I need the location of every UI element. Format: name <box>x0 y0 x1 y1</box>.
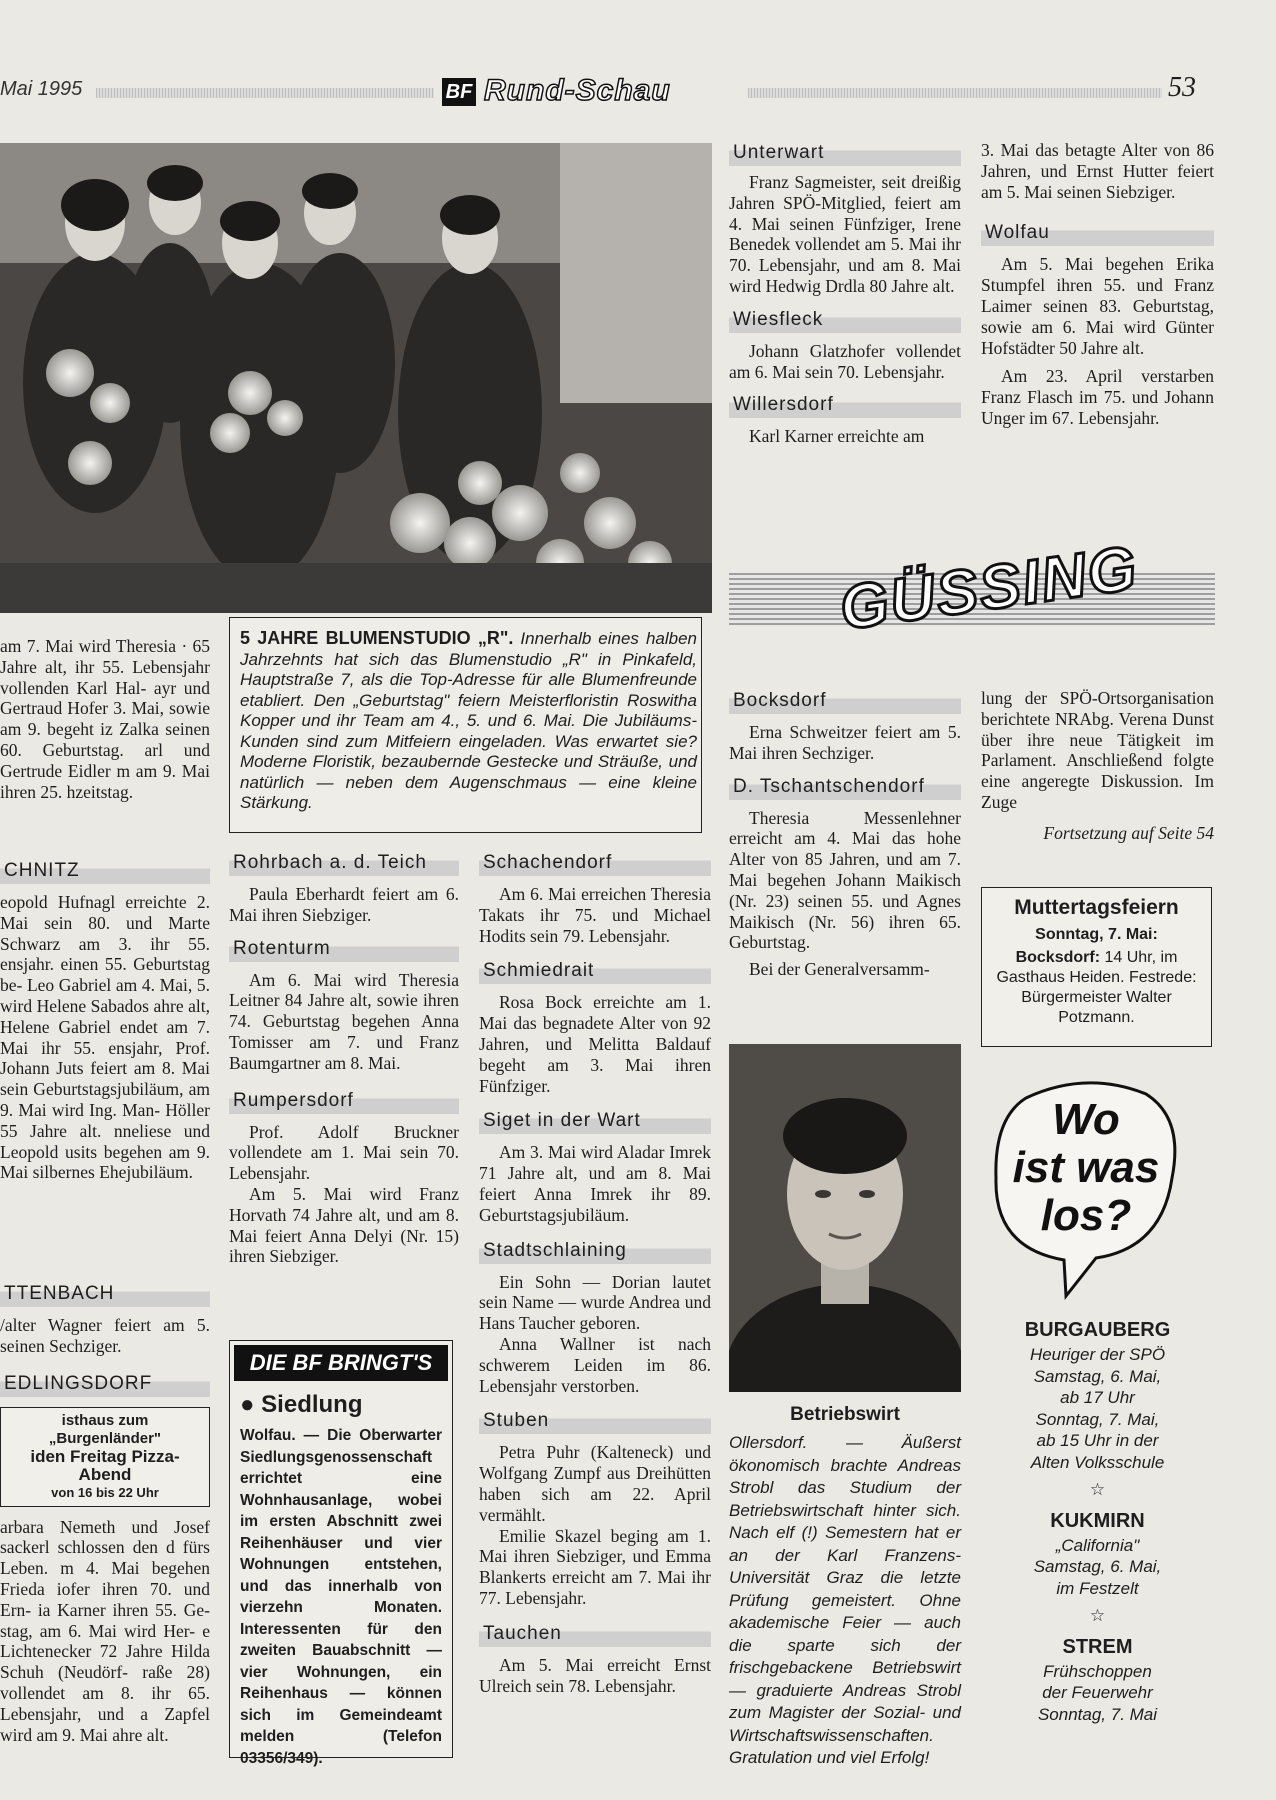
willersdorf-heading: Willersdorf <box>729 392 961 418</box>
header-rule-left <box>96 88 434 98</box>
bringts-heading <box>230 1385 452 1421</box>
stuben-text-1: Petra Puhr (Kalteneck) und Wolfgang Zumpf aus Dreihütten haben sich am 22. April vermählt. <box>479 1442 711 1525</box>
muttertag-text <box>992 948 1201 1028</box>
rohrbach-heading: Rohrbach a. d. Teich <box>229 850 459 876</box>
rumpersdorf-text-1: Prof. Adolf Bruckner vollendete am 1. Mai sein 70. Lebensjahr. <box>229 1121 459 1184</box>
bubble-text <box>986 1096 1186 1240</box>
portrait-caption <box>729 1404 961 1770</box>
rotenturm-text: Am 6. Mai wird Theresia Leitner 84 Jahre alt, sowie ihren 74. Geburtstag begehen Anna Tomisser am 7. und Franz Baumgartner am 8. Mai. <box>229 969 459 1073</box>
header-rule-right <box>748 88 1162 98</box>
stuben-heading: Stuben <box>479 1408 711 1434</box>
caption-text <box>240 628 697 814</box>
guessing-col-5 <box>981 688 1214 844</box>
tschantschendorf-heading: D. Tschantschendorf <box>729 774 961 800</box>
pizza-ad-line-1: isthaus zum „Burgenländer" <box>48 1411 162 1447</box>
bocksdorf-text: Erna Schweitzer feiert am 5. Mai ihren Sechziger. <box>729 722 961 763</box>
event-1-line-4: Sonntag, 7. Mai, <box>1035 1409 1160 1429</box>
event-2-line-2: Samstag, 6. Mai, <box>1033 1557 1162 1576</box>
muttertag-title: Muttertagsfeiern <box>1014 896 1179 919</box>
rotenturm-heading: Rotenturm <box>229 936 459 962</box>
flower-shop-photo <box>0 143 712 613</box>
rohrbach-text: Paula Eberhardt feiert am 6. Mai ihren Siebziger. <box>229 884 459 925</box>
stadtschlaining-text-1: Ein Sohn — Dorian lautet sein Name — wurde Andrea und Hans Taucher geboren. <box>479 1271 711 1334</box>
left-head-4: EDLINGSDORF <box>0 1371 210 1397</box>
rumpersdorf-heading: Rumpersdorf <box>229 1088 459 1114</box>
pizza-ad <box>0 1407 210 1507</box>
wolfau-text-2: Am 23. April verstarben Franz Flasch im 75. und Johann Unger im 67. Lebensjahr. <box>981 366 1214 428</box>
star-icon: ☆ <box>1089 1480 1106 1499</box>
stadtschlaining-text-2: Anna Wallner ist nach schwerem Leiden im 86. Lebensjahr verstorben. <box>479 1333 711 1396</box>
event-1-line-1: Heuriger der SPÖ <box>1029 1345 1166 1364</box>
events-list <box>981 1316 1214 1725</box>
guessing-cont-text: lung der SPÖ-Ortsorganisation berichtete NRAbg. Verena Dunst über ihre neue Tätigkeit im Parlament. Anschließend folgte eine angeregte Diskussion. Im Zuge <box>981 688 1214 812</box>
event-1-line-5: ab 15 Uhr in der <box>1036 1431 1159 1450</box>
col5-text-1: 3. Mai das betagte Alter von 86 Jahren, und Ernst Hutter feiert am 5. Mai seinen Siebziger. <box>981 140 1214 202</box>
pizza-ad-line-3: von 16 bis 22 Uhr <box>51 1484 159 1500</box>
unterwart-heading: Unterwart <box>729 140 961 166</box>
siget-text: Am 3. Mai wird Aladar Imrek 71 Jahre alt, und am 8. Mai feiert Anna Imrek ihr 89. Geburtstagsjubiläum. <box>479 1142 711 1225</box>
left-text-4: arbara Nemeth und Josef sackerl schlossen den d fürs Leben. m 4. Mai begehen Frieda iofer ihren 70. und Ern- ia Karner ihren 55. Ge- stag, am 6. Mai wird Her- e Lichtenecker 72 Jahre Hilda Schuh (Neudörf- raße 28) vollendet am 8. ihr 65. Lebensjahr, und a Zapfel wird am 9. Mai ahre alt. <box>0 1516 210 1745</box>
left-head-2: CHNITZ <box>0 858 210 884</box>
issue-date: Mai 1995 <box>0 78 83 100</box>
left-text-2: eopold Hufnagl erreichte 2. Mai sein 80. und Marte Schwarz am 3. ihr 55. ensjahr. einen 55. Geburtstag be- Leo Gabriel am 4. Mai, 5. wird Helene Sabados ahre alt, Helene Gabriel endet am 7. Mai ihr 55. ensjahr, Prof. Johann Juts feiert am 8. Mai sein Geburtstagsjubiläum, am 9. Mai wird Ing. Man- Höller 55 Jahre alt. nneliese und Leopold usits begehen am 9. Mai silbernes Ehejubiläum. <box>0 892 210 1183</box>
muttertag-body: 14 Uhr, im Gasthaus Heiden. Festrede: Bürgermeister Walter Potzmann. <box>996 949 1197 1026</box>
wiesfleck-heading: Wiesfleck <box>729 307 961 333</box>
willersdorf-text: Karl Karner erreichte am <box>749 426 925 447</box>
column-4-top <box>729 140 961 447</box>
muttertag-date: Sonntag, 7. Mai: <box>1035 926 1158 943</box>
tauchen-heading: Tauchen <box>479 1621 711 1647</box>
portrait-text: Ollersdorf. — Äußerst ökonomisch brachte Andreas Strobl das Studium der Betriebswirtschaft hinter sich. Nach elf (!) Semestern hat er an der Karl Franzens-Universität Graz die letzte Prüfung gemeistert. Ohne akademische Feier — auch die sparte sich der frischgebackene Betriebswirt — graduierte Andreas Strobl zum Magister der Sozial- und Wirtschaftswissenschaften. Gratulation und viel Erfolg! <box>729 1433 961 1767</box>
schachendorf-heading: Schachendorf <box>479 850 711 876</box>
bocksdorf-heading: Bocksdorf <box>729 688 961 714</box>
bringts-text: Wolfau. — Die Oberwarter Siedlungsgenossenschaft errichtet eine Wohnhausanlage, wobei im ersten Abschnitt zwei Reihenhäuser und vier Wohnungen entstehen, und das innerhalb von vierzehn Monaten. Interessenten für den zweiten Bauabschnitt — vier Wohnungen, ein Reihenhaus — können sich im Gemeindeamt melden (Telefon 03356/349). <box>240 1427 442 1767</box>
left-text-1: am 7. Mai wird Theresia · 65 Jahre alt, ihr 55. Lebensjahr vollenden Karl Hal- ayr und Gertraud Hofer 3. Mai, sowie am 9. begeht iz Zalka seinen 60. Geburtstag. arl und Gertrude Eidler m am 9. Mai ihren 25. hzeitstag. <box>0 636 210 802</box>
event-1-line-2: Samstag, 6. Mai, <box>1033 1366 1162 1386</box>
column-5-top <box>981 140 1214 429</box>
wolfau-heading: Wolfau <box>981 220 1214 246</box>
schmiedrait-text: Rosa Bock erreichte am 1. Mai das begnadete Alter von 92 Jahren, und Melitta Baldauf begeht am 3. Mai ihren Fünfziger. <box>479 992 711 1096</box>
event-3-line-2: der Feuerwehr <box>1042 1683 1153 1702</box>
portrait-title: Betriebswirt <box>790 1404 900 1425</box>
event-3-line-3: Sonntag, 7. Mai <box>1037 1704 1158 1724</box>
pizza-ad-line-2: iden Freitag Pizza-Abend <box>30 1446 180 1484</box>
events-speech-bubble <box>986 1078 1186 1300</box>
muttertag-box <box>981 887 1212 1047</box>
event-1-place: BURGAUBERG <box>1024 1319 1171 1341</box>
bubble-line-2: ist was <box>1012 1143 1160 1192</box>
tauchen-text: Am 5. Mai erreicht Ernst Ulreich sein 78. Lebensjahr. <box>479 1654 711 1696</box>
schachendorf-text: Am 6. Mai erreichen Theresia Takats ihr 75. und Michael Hodits sein 79. Lebensjahr. <box>479 884 711 946</box>
siget-heading: Siget in der Wart <box>479 1108 711 1134</box>
rumpersdorf-text-2: Am 5. Mai wird Franz Horvath 74 Jahre alt, und am 8. Mai feiert Anna Delyi (Nr. 15) ihren Siebziger. <box>229 1183 459 1267</box>
guessing-logo: GÜSSING <box>835 533 1143 644</box>
bf-logo: BF <box>442 78 476 106</box>
bullet-icon: ● <box>240 1391 255 1418</box>
muttertag-label: Bocksdorf: <box>1015 949 1101 966</box>
portrait-photo <box>729 1044 961 1392</box>
caption-headline: 5 JAHRE BLUMENSTUDIO „R". <box>240 628 514 648</box>
fortsetzung-note: Fortsetzung auf Seite 54 <box>1043 822 1214 843</box>
stuben-text-2: Emilie Skazel beging am 1. Mai ihren Siebziger, und Emma Blankerts erreicht am 7. Mai ihr 77. Lebensjahr. <box>479 1525 711 1608</box>
page-number: 53 <box>1168 72 1196 103</box>
photo-caption-box <box>229 617 702 833</box>
event-2-line-1: „California" <box>1055 1535 1140 1555</box>
guessing-banner <box>729 533 1215 655</box>
bubble-line-1: Wo <box>1052 1095 1120 1144</box>
event-1-line-6: Alten Volksschule <box>1030 1452 1165 1472</box>
event-2-line-3: im Festzelt <box>1056 1578 1139 1598</box>
schmiedrait-heading: Schmiedrait <box>479 958 711 984</box>
page-header <box>0 72 1200 108</box>
left-column <box>0 636 210 1745</box>
stadtschlaining-heading: Stadtschlaining <box>479 1238 711 1264</box>
wiesfleck-text: Johann Glatzhofer vollendet am 6. Mai sein 70. Lebensjahr. <box>729 340 961 382</box>
bf-bringts-box <box>229 1340 453 1767</box>
star-icon: ☆ <box>1089 1606 1106 1625</box>
column-2 <box>229 850 459 1267</box>
column-3 <box>479 850 711 1696</box>
tschantschendorf-text-2: Bei der Generalversamm- <box>749 959 930 980</box>
section-title: Rund-Schau <box>484 74 671 107</box>
event-2-place: KUKMIRN <box>1050 1509 1145 1532</box>
wolfau-text-1: Am 5. Mai begehen Erika Stumpfel ihren 55. und Franz Laimer seinen 83. Geburtstag, sowie am 6. Mai wird Günter Hofstädter 50 Jahre alt. <box>981 254 1214 358</box>
left-text-3: /alter Wagner feiert am 5. seinen Sechziger. <box>0 1315 210 1356</box>
event-1-line-3: ab 17 Uhr <box>1060 1388 1135 1407</box>
event-3-place: STREM <box>1062 1635 1133 1658</box>
unterwart-text: Franz Sagmeister, seit dreißig Jahren SPÖ-Mitglied, feiert am 4. Mai seinen Fünfziger, Irene Benedek vollendet am 5. Mai ihr 70. Lebensjahr, und am 8. Mai wird Hedwig Drdla 80 Jahre alt. <box>729 172 961 296</box>
bubble-line-3: los? <box>1040 1191 1132 1240</box>
bringts-title: DIE BF BRINGT'S <box>234 1345 448 1381</box>
caption-body: Innerhalb eines halben Jahrzehnts hat sich das Blumenstudio „R" in Pinkafeld, Hauptstraße 7, als die Top-Adresse für alle Blumenfreunde etabliert. Den „Geburtstag" feiern Meisterfloristin Roswitha Kopper und ihr Team am 4., 5. und 6. Mai. Die Jubiläums-Kunden sind zum Mitfeiern eingeladen. Was erwartet sie? Moderne Floristik, bezaubernde Gestecke und Sträuße, und natürlich — neben dem Augenschmaus — eine kleine Stärkung. <box>240 629 697 812</box>
tschantschendorf-text-1: Theresia Messenlehner erreicht am 4. Mai das hohe Alter von 85 Jahren, und am 7. Mai begehen Johann Maikisch (Nr. 23) seinen 55. und Agnes Maikisch (Nr. 56) ihren 65. Geburtstag. <box>729 807 961 953</box>
guessing-col-4 <box>729 688 961 980</box>
bringts-heading-text: Siedlung <box>261 1391 363 1418</box>
left-head-3: TTENBACH <box>0 1281 210 1307</box>
event-3-line-1: Frühschoppen <box>1043 1661 1152 1681</box>
